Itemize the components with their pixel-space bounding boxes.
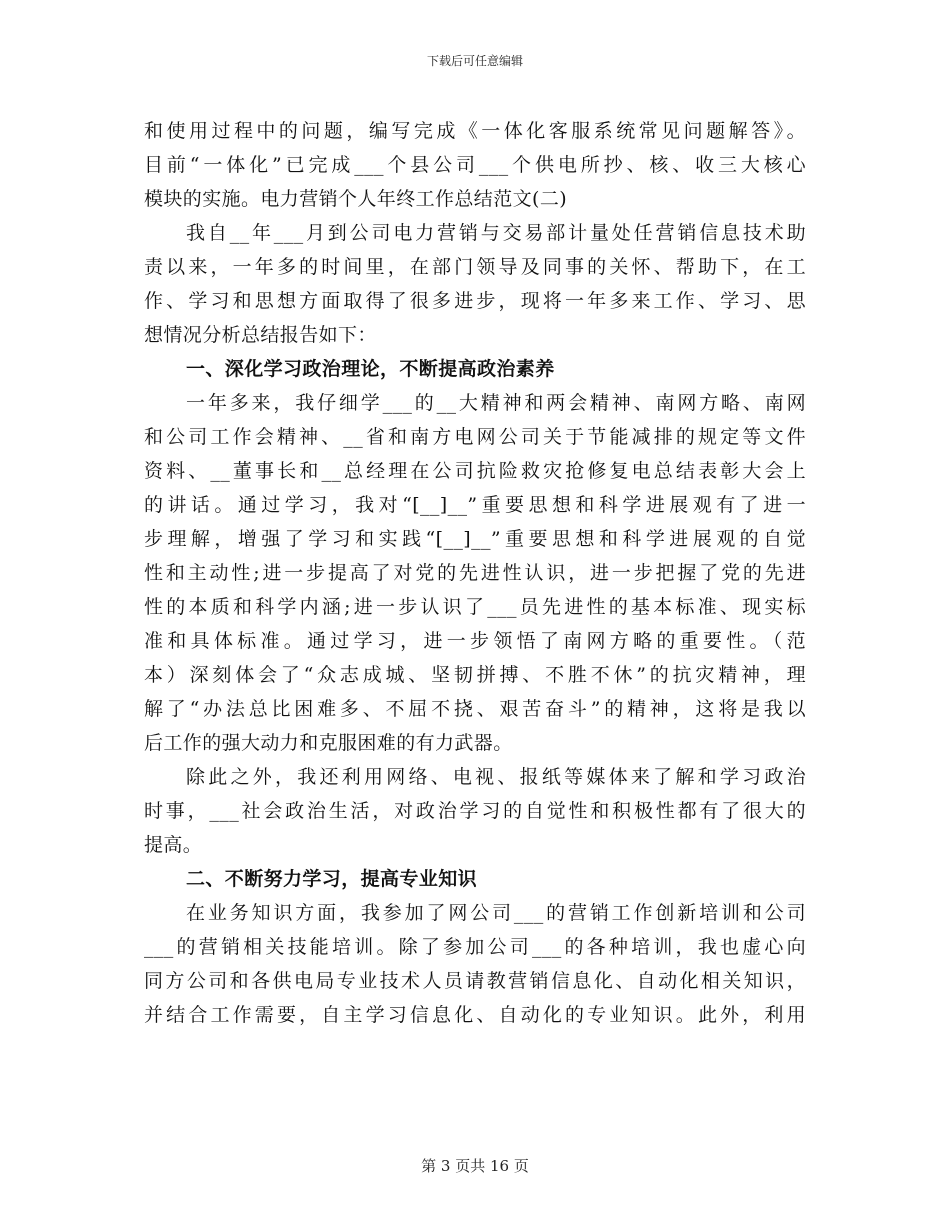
body-line: 时事，___社会政治生活，对政治学习的自觉性和积极性都有了很大的 <box>144 800 806 822</box>
body-line: 想情况分析总结报告如下： <box>144 324 377 346</box>
paragraph-first-line: 除此之外，我还利用网络、电视、报纸等媒体来了解和学习政治 <box>186 766 806 788</box>
body-line: 本）深刻体会了“众志成城、坚韧拼搏、不胜不休”的抗灾精神，理 <box>144 664 806 686</box>
body-line: 同方公司和各供电局专业技术人员请教营销信息化、自动化相关知识， <box>144 970 806 992</box>
body-line: 并结合工作需要，自主学习信息化、自动化的专业知识。此外，利用 <box>144 1004 806 1026</box>
body-line: 性的本质和科学内涵;进一步认识了___员先进性的基本标准、现实标 <box>144 596 806 618</box>
body-line: 步理解，增强了学习和实践“[__]__”重要思想和科学进展观的自觉 <box>144 528 806 550</box>
body-line: 资料、__董事长和__总经理在公司抗险救灾抢修复电总结表彰大会上 <box>144 460 806 482</box>
body-line: 和公司工作会精神、__省和南方电网公司关于节能减排的规定等文件 <box>144 426 806 448</box>
body-line: 提高。 <box>144 834 203 856</box>
body-line: 模块的实施。电力营销个人年终工作总结范文(二) <box>144 188 568 210</box>
body-line: 责以来，一年多的时间里，在部门领导及同事的关怀、帮助下，在工 <box>144 256 806 278</box>
body-line: ___的营销相关技能培训。除了参加公司___的各种培训，我也虚心向 <box>144 936 806 958</box>
page-footer: 第 3 页共 16 页 <box>421 1157 529 1175</box>
body-line: 后工作的强大动力和克服困难的有力武器。 <box>144 732 513 754</box>
body-line: 准和具体标准。通过学习，进一步领悟了南网方略的重要性。（范 <box>144 630 806 652</box>
paragraph-first-line: 我自__年___月到公司电力营销与交易部计量处任营销信息技术助 <box>186 222 806 244</box>
body-line: 目前“一体化”已完成___个县公司___个供电所抄、核、收三大核心 <box>144 154 806 176</box>
section-heading: 一、深化学习政治理论，不断提高政治素养 <box>186 358 555 380</box>
body-line: 和使用过程中的问题，编写完成《一体化客服系统常见问题解答》。 <box>144 120 806 142</box>
body-line: 解了“办法总比困难多、不屈不挠、艰苦奋斗”的精神，这将是我以 <box>144 698 806 720</box>
paragraph-first-line: 一年多来，我仔细学___的__大精神和两会精神、南网方略、南网 <box>186 392 806 414</box>
body-line: 性和主动性;进一步提高了对党的先进性认识，进一步把握了党的先进 <box>144 562 806 584</box>
document-body <box>144 114 806 1032</box>
page-header: 下载后可任意编辑 <box>426 54 523 68</box>
section-heading: 二、不断努力学习，提高专业知识 <box>186 868 478 890</box>
body-line: 作、学习和思想方面取得了很多进步，现将一年多来工作、学习、思 <box>144 290 806 312</box>
body-line: 的讲话。通过学习，我对“[__]__”重要思想和科学进展观有了进一 <box>144 494 806 516</box>
paragraph-first-line: 在业务知识方面，我参加了网公司___的营销工作创新培训和公司 <box>186 902 806 924</box>
